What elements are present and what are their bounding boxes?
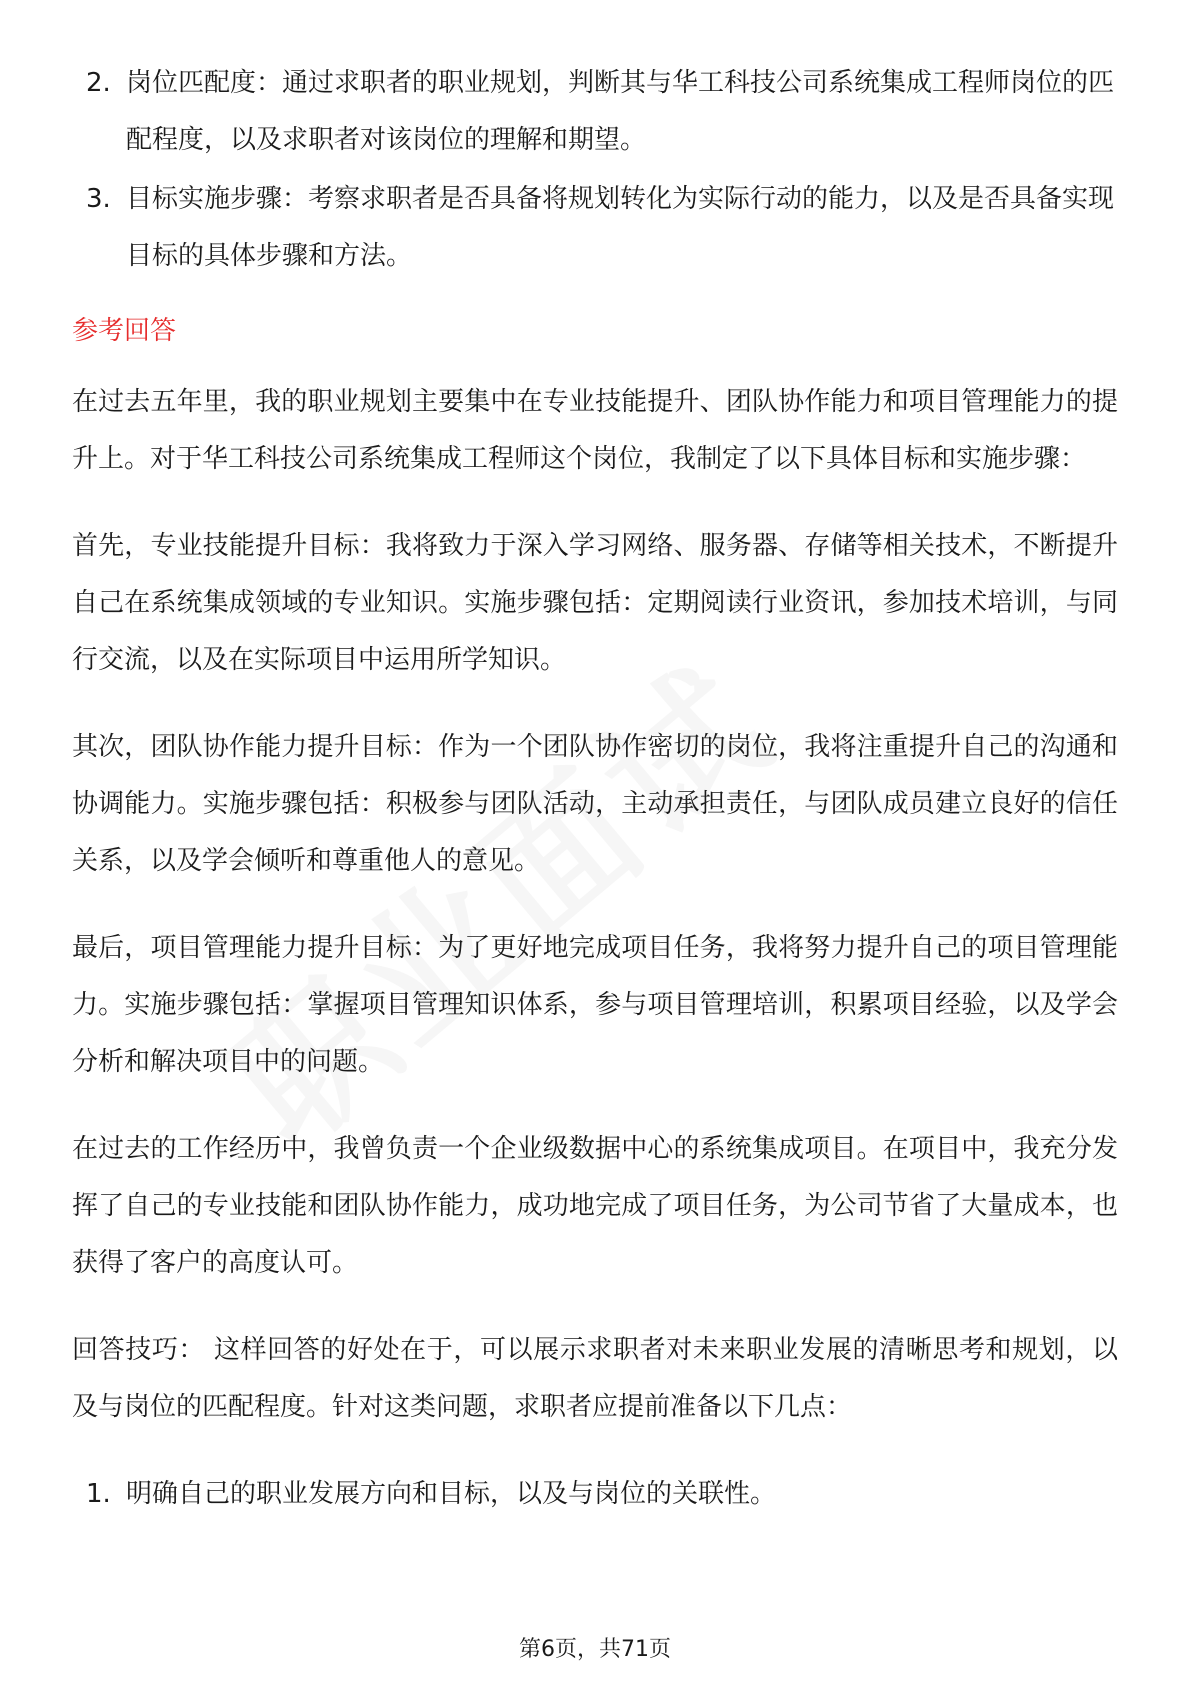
list-number: 2. — [86, 68, 111, 98]
list-item — [72, 55, 1118, 169]
paragraph: 其次，团队协作能力提升目标：作为一个团队协作密切的岗位，我将注重提升自己的沟通和协调能力。实施步骤包括：积极参与团队活动，主动承担责任，与团队成员建立良好的信任关系，以及学会倾听和尊重他人的意见。 — [72, 732, 1118, 876]
paragraph: 回答技巧： 这样回答的好处在于，可以展示求职者对未来职业发展的清晰思考和规划，以及与岗位的匹配程度。针对这类问题，求职者应提前准备以下几点： — [72, 1335, 1118, 1422]
list-item — [72, 171, 1118, 285]
list-number: 3. — [86, 184, 111, 214]
paragraph: 首先，专业技能提升目标：我将致力于深入学习网络、服务器、存储等相关技术，不断提升自己在系统集成领域的专业知识。实施步骤包括：定期阅读行业资讯，参加技术培训，与同行交流，以及在实际项目中运用所学知识。 — [72, 531, 1118, 675]
list-item — [72, 1466, 1118, 1523]
paragraph: 在过去的工作经历中，我曾负责一个企业级数据中心的系统集成项目。在项目中，我充分发挥了自己的专业技能和团队协作能力，成功地完成了项目任务，为公司节省了大量成本，也获得了客户的高度认可。 — [72, 1134, 1118, 1278]
page-content — [72, 55, 1118, 1523]
paragraph: 在过去五年里，我的职业规划主要集中在专业技能提升、团队协作能力和项目管理能力的提升上。对于华工科技公司系统集成工程师这个岗位，我制定了以下具体目标和实施步骤： — [72, 387, 1118, 474]
list-number: 1. — [86, 1479, 111, 1509]
page-footer: 第6页，共71页 — [519, 1637, 671, 1662]
list-text: 明确自己的职业发展方向和目标，以及与岗位的关联性。 — [126, 1479, 777, 1509]
section-heading: 参考回答 — [72, 316, 177, 346]
criteria-list — [72, 55, 1118, 285]
paragraph: 最后，项目管理能力提升目标：为了更好地完成项目任务，我将努力提升自己的项目管理能力。实施步骤包括：掌握项目管理知识体系，参与项目管理培训，积累项目经验，以及学会分析和解决项目中的问题。 — [72, 933, 1118, 1077]
tips-list — [72, 1466, 1118, 1523]
list-text: 目标实施步骤：考察求职者是否具备将规划转化为实际行动的能力，以及是否具备实现目标的具体步骤和方法。 — [126, 184, 1115, 271]
list-text: 岗位匹配度：通过求职者的职业规划，判断其与华工科技公司系统集成工程师岗位的匹配程度，以及求职者对该岗位的理解和期望。 — [126, 68, 1115, 155]
